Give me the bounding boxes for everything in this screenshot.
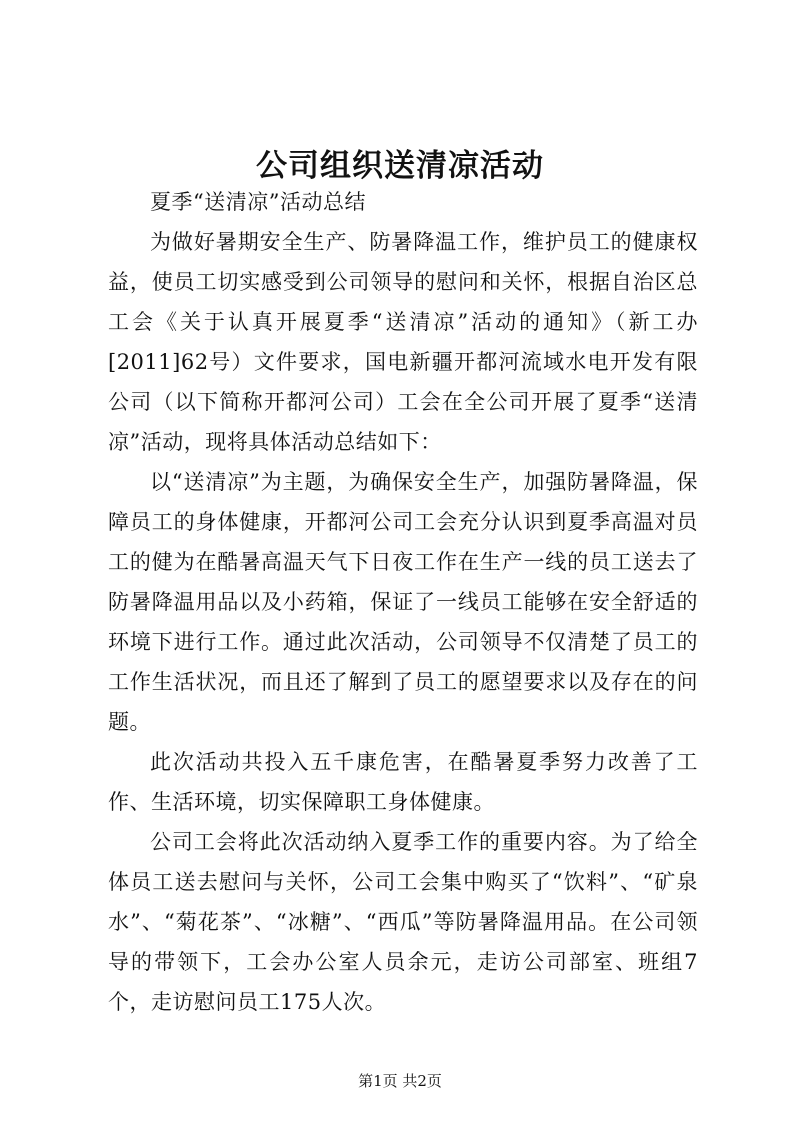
body-paragraph: 公司工会将此次活动纳入夏季工作的重要内容。为了给全体员工送去慰问与关怀，公司工会集中购买了“饮料”、“矿泉水”、“菊花茶”、“冰糖”、“西瓜”等防暑降温用品。在公司领导的带领下，工会办公室人员余元，走访公司部室、班组7个，走访慰问员工175人次。 bbox=[108, 830, 698, 1014]
subtitle-paragraph: 夏季“送清凉”活动总结 bbox=[150, 190, 366, 214]
body-paragraph: 为做好暑期安全生产、防暑降温工作，维护员工的健康权益，使员工切实感受到公司领导的慰问和关怀，根据自治区总工会《关于认真开展夏季“送清凉”活动的通知》（新工办[2011]62号）文件要求，国电新疆开都河流域水电开发有限公司（以下简称开都河公司）工会在全公司开展了夏季“送清凉”活动，现将具体活动总结如下： bbox=[108, 230, 698, 454]
document-title: 公司组织送清凉活动 bbox=[256, 148, 544, 184]
body-paragraph: 以“送清凉”为主题，为确保安全生产，加强防暑降温，保障员工的身体健康，开都河公司工会充分认识到夏季高温对员工的健为在酷暑高温天气下日夜工作在生产一线的员工送去了防暑降温用品以及小药箱，保证了一线员工能够在安全舒适的环境下进行工作。通过此次活动，公司领导不仅清楚了员工的工作生活状况，而且还了解到了员工的愿望要求以及存在的问题。 bbox=[108, 470, 698, 734]
page-number-footer: 第1页 共2页 bbox=[358, 1072, 442, 1090]
body-paragraph: 此次活动共投入五千康危害，在酷暑夏季努力改善了工作、生活环境，切实保障职工身体健康。 bbox=[108, 750, 698, 814]
document-body bbox=[108, 182, 698, 1022]
